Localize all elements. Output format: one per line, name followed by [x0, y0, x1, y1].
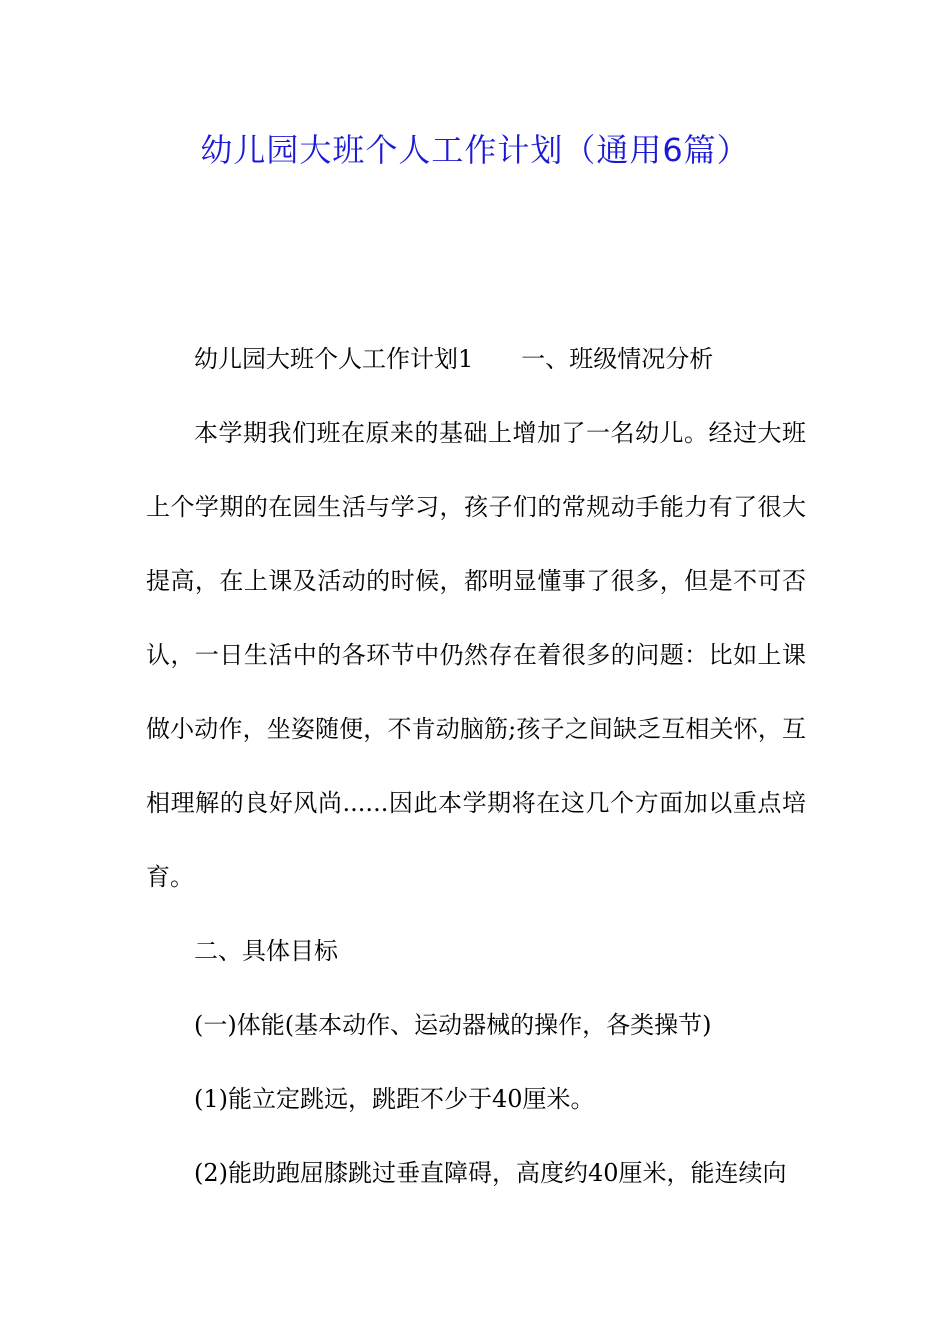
- paragraph-section-heading: 幼儿园大班个人工作计划1 一、班级情况分析: [194, 345, 714, 373]
- paragraph-class-analysis: 本学期我们班在原来的基础上增加了一名幼儿。经过大班上个学期的在园生活与学习，孩子们的常规动手能力有了很大提高，在上课及活动的时候，都明显懂事了很多，但是不可否认，一日生活中的各环节中仍然存在着很多的问题：比如上课做小动作，坐姿随便，不肯动脑筋;孩子之间缺乏互相关怀，互相理解的良好风尚......因此本学期将在这几个方面加以重点培育。: [146, 419, 806, 891]
- document-title: 幼儿园大班个人工作计划（通用6篇）: [200, 131, 750, 169]
- paragraph-physical-ability: (一)体能(基本动作、运动器械的操作，各类操节): [194, 1011, 712, 1039]
- document-body: [146, 337, 806, 1210]
- paragraph-item-2: (2)能助跑屈膝跳过垂直障碍，高度约40厘米，能连续向: [194, 1159, 787, 1187]
- paragraph-item-1: (1)能立定跳远，跳距不少于40厘米。: [194, 1085, 595, 1113]
- paragraph-goals-heading: 二、具体目标: [194, 937, 338, 965]
